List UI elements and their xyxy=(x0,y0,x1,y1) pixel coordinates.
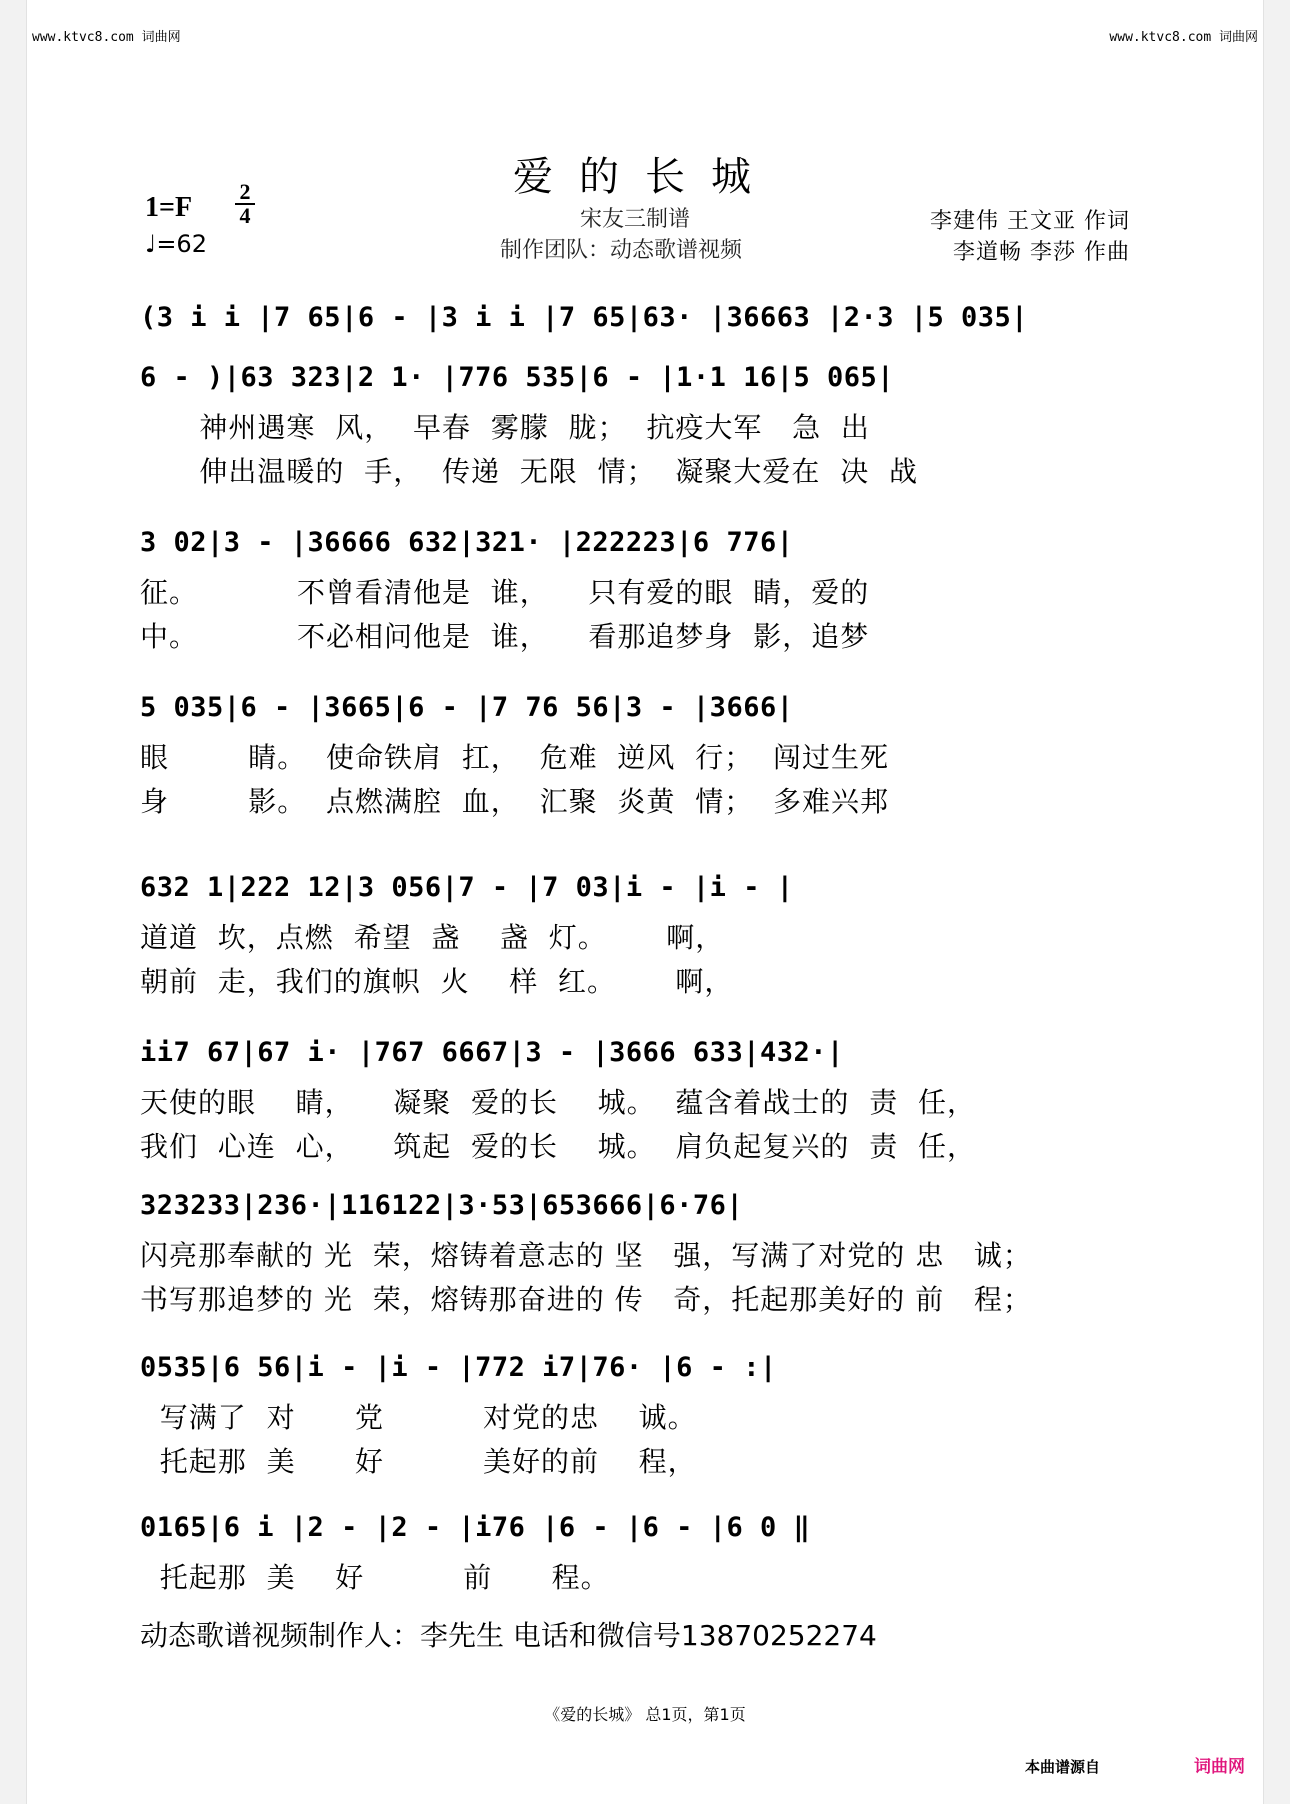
notation-line: (3 i i |7 65|6 - |3 i i |7 65|63· |36663 |2·3 |5 035| xyxy=(140,302,1029,333)
lyric-line: 道道 坎，点燃 希望 盏 盏 灯。 啊， xyxy=(140,921,725,954)
site-watermark-right[interactable]: www.ktvc8.com 词曲网 xyxy=(1109,30,1258,45)
page-footer: 《爱的长城》 总1页，第1页 xyxy=(544,1705,746,1724)
tempo-marking: ♩=62 xyxy=(145,230,207,258)
notation-line: 632 1|222 12|3 056|7 - |7 03|i - |i - | xyxy=(140,872,794,903)
notation-line: 5 035|6 - |3665|6 - |7 76 56|3 - |3666| xyxy=(140,692,794,723)
time-signature xyxy=(235,179,255,228)
lyric-line: 眼 睛。 使命铁肩 扛， 危难 逆风 行； 闯过生死 xyxy=(140,741,890,774)
lyric-line: 写满了 对 党 对党的忠 诚。 xyxy=(140,1401,697,1434)
score-system xyxy=(140,1500,1150,1600)
time-signature-bottom: 4 xyxy=(239,203,251,228)
notation-line: 0165|6 i |2 - |2 - |i76 |6 - |6 - |6 0 ‖ xyxy=(140,1512,811,1543)
lyric-line: 我们 心连 心， 筑起 爱的长 城。 肩负起复兴的 责 任， xyxy=(140,1130,977,1163)
site-watermark-left[interactable]: www.ktvc8.com 词曲网 xyxy=(32,30,181,45)
score-system xyxy=(140,1025,1150,1169)
song-title: 爱的长城 xyxy=(513,154,777,200)
source-logo[interactable]: 词曲网 xyxy=(1194,1757,1245,1777)
video-producer-credit: 动态歌谱视频制作人：李先生 电话和微信号13870252274 xyxy=(140,1619,877,1652)
notation-line: 323233|236·|116122|3·53|653666|6·76| xyxy=(140,1190,744,1221)
lyric-line: 中。 不必相问他是 谁， 看那追梦身 影，追梦 xyxy=(140,620,870,653)
lyric-line: 托起那 美 好 美好的前 程， xyxy=(140,1445,697,1478)
lyric-line: 身 影。 点燃满腔 血， 汇聚 炎黄 情； 多难兴邦 xyxy=(140,785,890,818)
score-system xyxy=(140,290,1150,346)
notation-line: 0535|6 56|i - |i - |772 i7|76· |6 - :| xyxy=(140,1352,777,1383)
key-signature: 1=F xyxy=(145,192,193,223)
lyric-line: 闪亮那奉献的 光 荣，熔铸着意志的 坚 强，写满了对党的 忠 诚； xyxy=(140,1239,1032,1272)
lyric-line: 神州遇寒 风， 早春 雾朦 胧； 抗疫大军 急 出 xyxy=(140,411,870,444)
lyric-line: 伸出温暖的 手， 传递 无限 情； 凝聚大爱在 决 战 xyxy=(140,455,919,488)
time-signature-top: 2 xyxy=(239,179,251,204)
lyric-line: 书写那追梦的 光 荣，熔铸那奋进的 传 奇，托起那美好的 前 程； xyxy=(140,1283,1032,1316)
score-system xyxy=(140,1178,1150,1322)
score-system xyxy=(140,1340,1150,1484)
arranger-credit: 宋友三制谱 xyxy=(580,207,691,232)
left-margin-strip xyxy=(0,0,27,1804)
lyric-line: 朝前 走，我们的旗帜 火 样 红。 啊， xyxy=(140,965,734,998)
notation-line: 3 02|3 - |36666 632|321· |222223|6 776| xyxy=(140,527,794,558)
right-margin-strip xyxy=(1263,0,1290,1804)
score-system xyxy=(140,515,1150,659)
score-system xyxy=(140,860,1150,1004)
lyric-line: 托起那 美 好 前 程。 xyxy=(140,1561,610,1594)
score-system xyxy=(140,350,1150,494)
lyric-line: 天使的眼 睛， 凝聚 爱的长 城。 蕴含着战士的 责 任， xyxy=(140,1086,977,1119)
notation-line: 6 - )|63 323|2 1· |776 535|6 - |1·1 16|5 065| xyxy=(140,362,894,393)
production-team: 制作团队：动态歌谱视频 xyxy=(500,238,743,263)
lyric-line: 征。 不曾看清他是 谁， 只有爱的眼 睛，爱的 xyxy=(140,576,870,609)
composer-credit: 李道畅 李莎 作曲 xyxy=(953,240,1130,265)
lyricist-credit: 李建伟 王文亚 作词 xyxy=(930,209,1130,234)
source-label: 本曲谱源自 xyxy=(1024,1758,1100,1776)
score-system xyxy=(140,680,1150,824)
notation-line: ii7 67|67 i· |767 6667|3 - |3666 633|432·| xyxy=(140,1037,844,1068)
